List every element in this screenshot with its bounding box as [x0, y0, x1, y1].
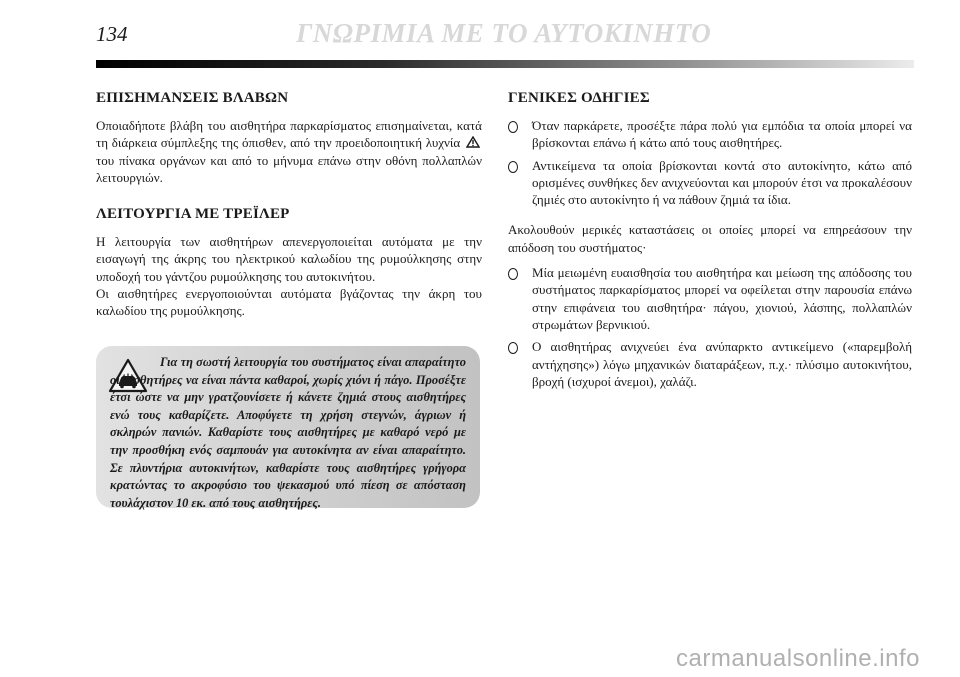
bullet-list-2 [508, 264, 912, 390]
fault-text-start: Οποιαδήποτε βλάβη του αισθητήρα παρκαρίσματος επισημαίνεται, κατά τη διάρκεια σύμπλεξης της όπισθεν, από την προειδοποιητική λυχνία [96, 118, 482, 151]
trailer-heading: ΛΕΙΤΟΥΡΓΙΑ ΜΕ ΤΡΕΪΛΕΡ [96, 206, 290, 223]
fault-text-end: του πίνακα οργάνων και από το μήνυμα επάνω στην οθόνη πολλαπλών λειτουργιών. [96, 152, 482, 185]
warning-box [96, 346, 480, 508]
bullet-list-1 [508, 117, 912, 208]
fault-heading: ΕΠΙΣΗΜΑΝΣΕΙΣ ΒΛΑΒΩΝ [96, 90, 289, 106]
bullet-circle-icon [508, 121, 518, 133]
list-item [508, 338, 912, 390]
list-item-text: Μία μειωμένη ευαισθησία του αισθητήρα και μείωση της απόδοσης του συστήματος παρκαρίσματος μπορεί να οφείλεται στην παρουσία επάνω στην επιφάνεια του αισθητήρα· πάγου, χιονιού, λάσπης, πολλαπλών στρωμάτων βερνικιού. [532, 265, 912, 332]
right-column [508, 90, 912, 395]
fault-paragraph [96, 117, 482, 186]
list-item-text: Αντικείμενα τα οποία βρίσκονται κοντά στο αυτοκίνητο, κάτω από ορισμένες συνθήκες δεν ανιχνεύονται και μπορούν έτσι να προκαλέσουν ζημιές στο αυτοκίνητο ή να πάθουν ζημιά τα ίδια. [532, 157, 912, 208]
bullet-circle-icon [508, 161, 518, 173]
warning-text: Για τη σωστή λειτουργία του συστήματος είναι απαραίτητο οι αισθητήρες να είναι πάντα καθαροί, χωρίς χιόνι ή πάγο. Προσέξτε έτσι ώστε να μην γρατζουνίσετε ή κάνετε ζημιά στους αισθητήρες ενώ τους καθαρίζετε. Αποφύγετε τη χρήση στεγνών, άγριων ή σκληρών πανιών. Καθαρίστε τους αισθητήρες με καθαρό νερό με την προσθήκη ενός σαμπουάν για αυτοκίνητα αν είναι απαραίτητο. Σε πλυντήρια αυτοκινήτων, καθαρίστε τους αισθητήρες γρήγορα κρατώντας το ακροφύσιο του ψεκασμού υπό πίεση σε απόσταση τουλάχιστον 10 εκ. από τους αισθητήρες. [110, 355, 466, 510]
watermark: carmanualsonline.info [676, 645, 920, 672]
list-item-text: Όταν παρκάρετε, προσέξτε πάρα πολύ για εμπόδια τα οποία μπορεί να βρίσκονται επάνω ή κάτω από τους αισθητήρες. [532, 118, 912, 151]
trailer-paragraph-1: Η λειτουργία των αισθητήρων απενεργοποιείται αυτόματα με την εισαγωγή της άκρης του ηλεκτρικού καλωδίου της ρυμούλκησης στην υποδοχή του γάντζου ρυμούλκησης του αυτοκινήτου. [96, 234, 482, 284]
header-rule [96, 60, 914, 68]
warning-triangle-icon [466, 136, 480, 148]
running-title: ΓΝΩΡΙΜΙΑ ΜΕ ΤΟ ΑΥΤΟΚΙΝΗΤΟ [296, 18, 712, 48]
bullet-circle-icon [508, 342, 518, 354]
trailer-paragraph-2: Οι αισθητήρες ενεργοποιούνται αυτόματα βγάζοντας την άκρη του καλωδίου της ρυμούλκησης. [96, 286, 482, 319]
list-item [508, 157, 912, 209]
general-heading: ΓΕΝΙΚΕΣ ΟΔΗΓΙΕΣ [508, 90, 650, 106]
left-column [96, 90, 482, 320]
list-item [508, 117, 912, 152]
list-item [508, 264, 912, 333]
page-number: 134 [96, 22, 128, 46]
situations-intro: Ακολουθούν μερικές καταστάσεις οι οποίες μπορεί να επηρεάσουν την απόδοση του συστήματος· [508, 222, 912, 255]
list-item-text: Ο αισθητήρας ανιχνεύει ένα ανύπαρκτο αντικείμενο («παρεμβολή αντήχησης») λόγω μηχανικών διαταράξεων, π.χ.· πλύσιμο αυτοκινήτου, βροχή (ισχυροί άνεμοι), χαλάζι. [532, 339, 912, 389]
bullet-circle-icon [508, 268, 518, 280]
